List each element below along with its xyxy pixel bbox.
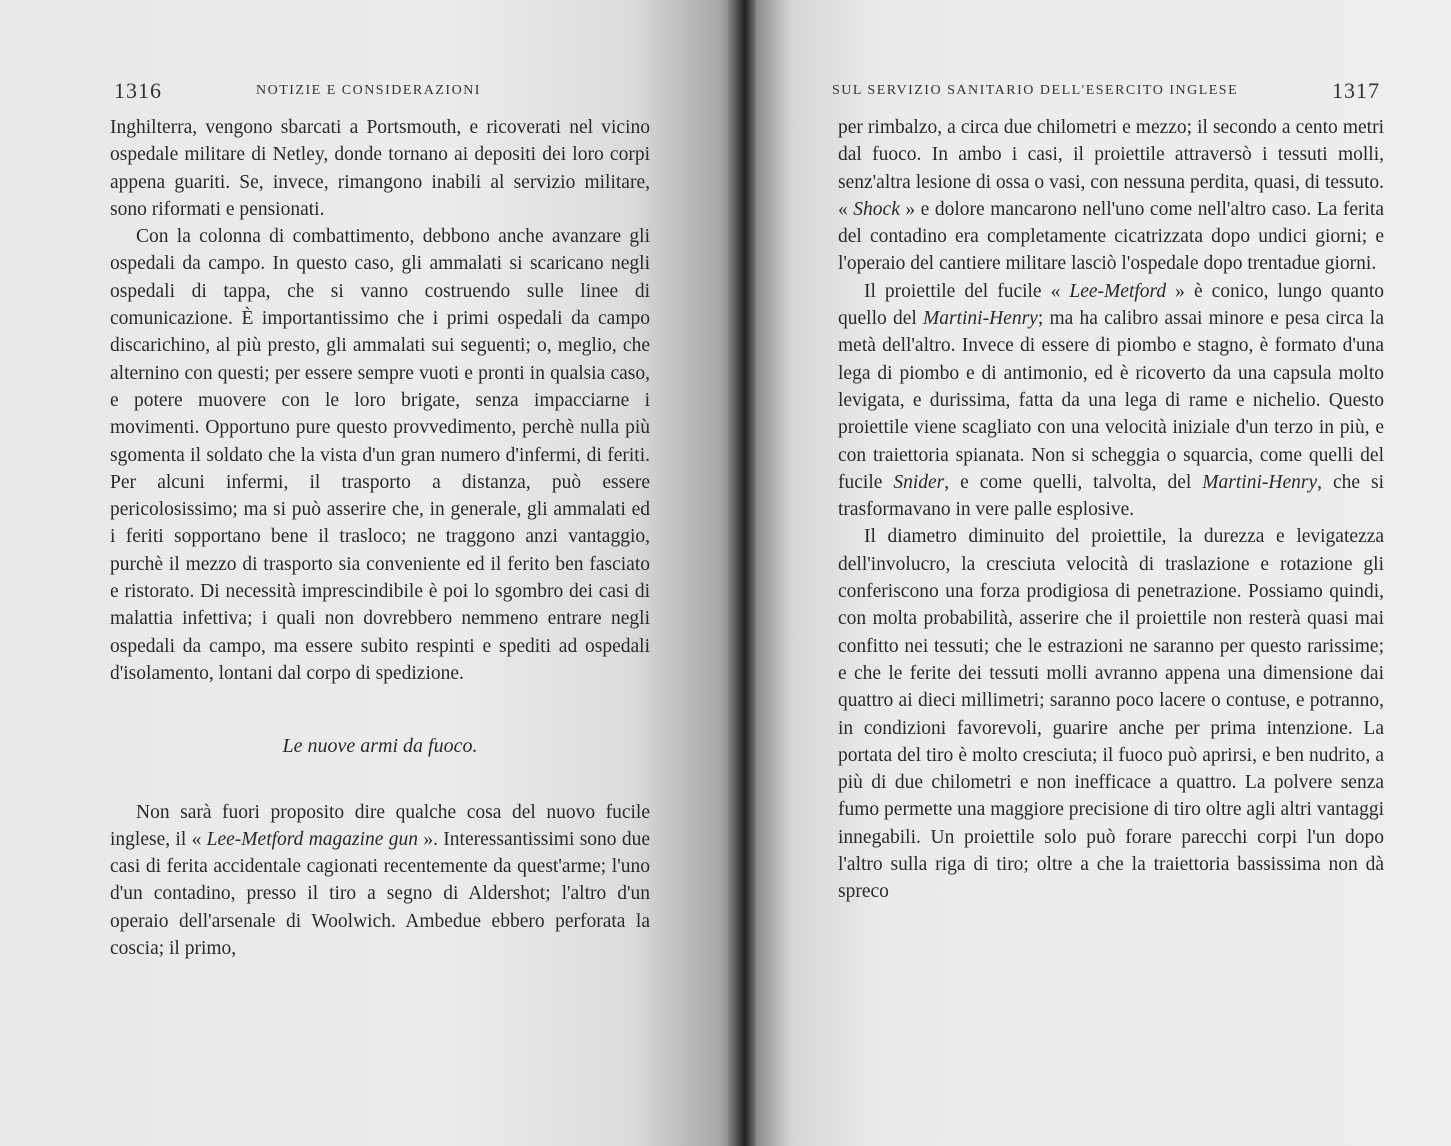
text-run: , e come quelli, talvolta, del [944, 471, 1203, 493]
text-run: ». Interessantissimi sono due casi di ferita accidentale cagionati recentemente da quest'arme; l'uno d'un contadino, presso il tiro a segno di Aldershot; l'altro d'un operaio dell'arsenale di Woolwich. Ambedue ebbero perforata la coscia; il primo, [110, 828, 650, 960]
paragraph [110, 799, 650, 963]
paragraph: Inghilterra, vengono sbarcati a Portsmouth, e ricoverati nel vicino ospedale militare di Netley, donde tornano ai depositi dei loro corpi appena guariti. Se, invece, rimangono inabili al servizio militare, sono riformati e pensionati. [110, 117, 650, 220]
rifle-name: Lee-Metford magazine gun [206, 828, 419, 850]
left-running-head [114, 78, 654, 104]
right-body-text [838, 114, 1384, 906]
text-run: per rimbalzo, a circa due chilometri e mezzo; il secondo a cento metri dal fuoco. In ambo i casi, il proiettile attraversò i tessuti molli, senz'altra lesione di ossa o vasi, con nessuna perdita, quasi, di tessuto. « [838, 117, 1384, 220]
text-run: » e dolore mancarono nell'uno come nell'altro caso. La ferita del contadino era completamente cicatrizzata dopo undici giorni; e l'operaio del cantiere militare lasciò l'ospedale dopo trentadue giorni. [838, 198, 1385, 275]
text-run: Non sarà fuori proposito dire qualche cosa del nuovo fucile inglese, il « [110, 801, 650, 850]
paragraph [838, 114, 1384, 278]
running-head-title: NOTIZIE E CONSIDERAZIONI [256, 83, 481, 98]
text-run: , che si trasformavano in vere palle esplosive. [838, 471, 1384, 521]
page-number: 1316 [114, 78, 162, 103]
paragraph: Con la colonna di combattimento, debbono anche avanzare gli ospedali da campo. In questo caso, gli ammalati si scaricano negli ospedali di tappa, che si vanno costruendo sulle linee di comunicazione. È importantissimo che i primi ospedali da campo discarichino, al più presto, gli ammalati sui seguenti; o, meglio, che alternino con questi; per essere sempre vuoti e pronti in qualsia caso, e potere muovere con le loro brigate, senza impacciarne i movimenti. Opportuno pure questo provvedimento, perchè nulla più sgomenta il soldato che la vista d'un gran numero d'infermi, di feriti. Per alcuni infermi, il trasporto a distanza, può essere pericolosissimo; ma si può asserire che, in generale, gli ammalati ed i feriti sopportano bene il trasloco; ne traggono anzi vantaggio, purchè il mezzo di trasporto sia conveniente ed il ferito ben fasciato e ristorato. Di necessità imprescindibile è poi lo sgombro dei casi di malattia infettiva; i quali non dovrebbero nemmeno entrare negli ospedali da campo, ma essere subito respinti e spediti ad ospedali d'isolamento, lontani dal corpo di spedizione. [110, 226, 650, 684]
rifle-name: Martini-Henry [923, 308, 1038, 330]
text-run: ; ma ha calibro assai minore e pesa circa la metà dell'altro. Invece di essere di piombo e stagno, è formato d'una lega di piombo e di antimonio, ed è ricoverto da una capsula molto levigata, e durissima, fatta da una lega di rame e nichelio. Questo proiettile viene scagliato con una velocità iniziale d'un terzo in più, e con traiettoria spianata. Non si scheggia o squarcia, come quelli del fucile [838, 308, 1384, 493]
page-number: 1317 [1332, 78, 1380, 103]
paragraph: Il diametro diminuito del proiettile, la durezza e levigatezza dell'involucro, la cresciuta velocità di traslazione e rotazione gli conferiscono una forza prodigiosa di penetrazione. Possiamo quindi, con molta probabilità, asserire che il proiettile non resterà quasi mai confitto nei tessuti; che le estrazioni ne saranno per questo rarissime; e che le ferite dei tessuti molli avranno appena una dimensione dai quattro ai dieci millimetri; saranno poco lacere o contuse, e potranno, in condizioni favorevoli, guarire anche per prima intenzione. La portata del tiro è molto cresciuta; il fuoco può aprirsi, e ben nudrito, a più di due chilometri e non inefficace a quattro. La polvere senza fumo permette una maggiore precisione di tiro oltre agli altri vantaggi innegabili. Un proiettile solo può forare parecchi corpi l'un dopo l'altro sulla riga di tiro; oltre a che la traiettoria bassissima non dà spreco [838, 526, 1384, 903]
text-run: Il proiettile del fucile « [864, 280, 1070, 302]
italic-term: Shock [853, 198, 900, 220]
right-running-head [832, 78, 1380, 104]
rifle-name: Martini-Henry [1202, 471, 1318, 493]
text-run: » è conico, lungo quanto quello del [838, 280, 1385, 330]
right-page [742, 0, 1451, 1146]
left-body-text [110, 114, 650, 962]
paragraph [838, 278, 1384, 524]
book-gutter [728, 0, 756, 1146]
rifle-name: Snider [893, 471, 945, 493]
section-title: Le nuove armi da fuoco. [282, 735, 478, 758]
running-head-title: SUL SERVIZIO SANITARIO DELL'ESERCITO INGLESE [832, 83, 1239, 98]
rifle-name: Lee-Metford [1069, 280, 1167, 302]
